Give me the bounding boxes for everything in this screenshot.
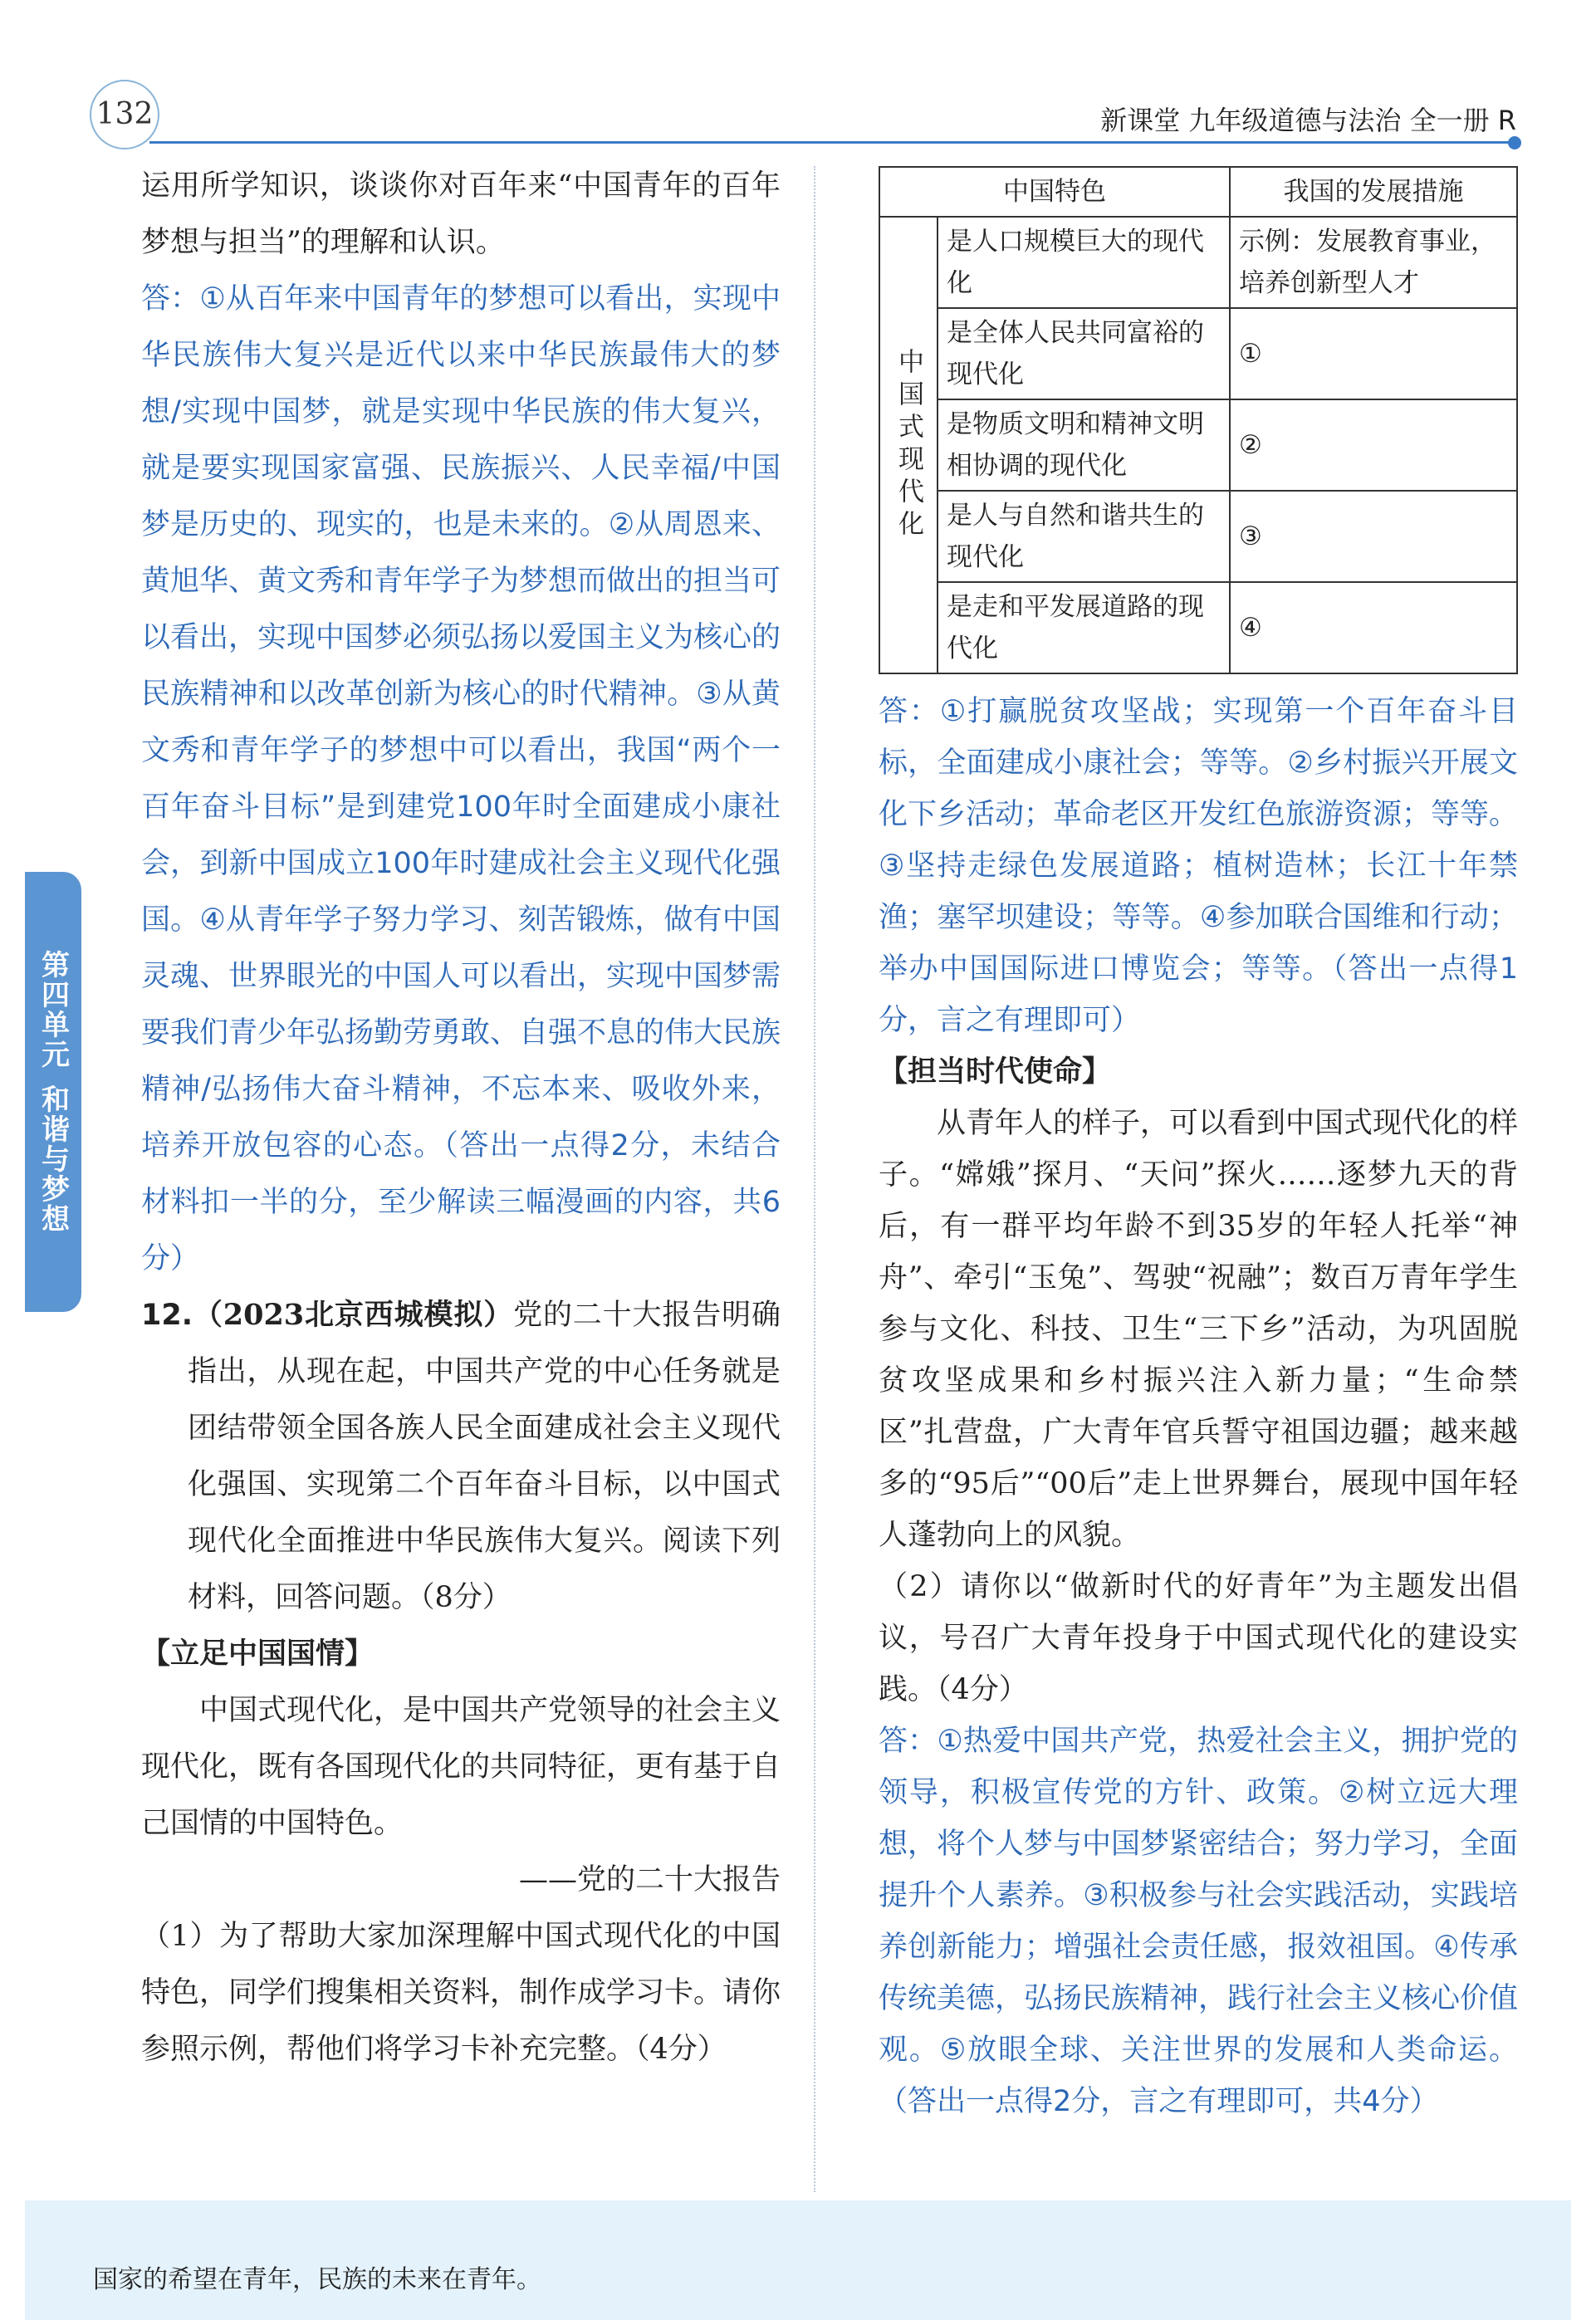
material-youth-mission: 从青年人的样子，可以看到中国式现代化的样子。“嫦娥”探月、“天问”探火……逐梦九天的背后，有一群平均年龄不到35岁的年轻人托举“神舟”、牵引“玉兔”、驾驶“祝融”；数百万青年学生参与文化、科技、卫生“三下乡”活动，为巩固脱贫攻坚成果和乡村振兴注入新力量；“生命禁区”扎营盘，广大青年官兵誓守祖国边疆；越来越多的“95后”“00后”走上世界舞台，展现中国年轻人蓬勃向上的风貌。	[879, 1107, 1519, 1552]
q11-question-tail: 运用所学知识，谈谈你对百年来“中国青年的百年梦想与担当”的理解和认识。	[141, 169, 781, 259]
header-rule	[149, 141, 1516, 144]
table-cell-measure: 示例：发展教育事业，培养创新型人才	[1230, 217, 1517, 308]
book-title: 新课堂 九年级道德与法治 全一册 R	[1100, 105, 1516, 136]
right-column	[879, 166, 1518, 2127]
table-row	[879, 308, 1517, 399]
table-header-row	[879, 167, 1517, 217]
left-column	[141, 158, 781, 2078]
footer-motto: 国家的希望在青年，民族的未来在青年。	[93, 2265, 541, 2294]
table-cell-feature: 是物质文明和精神文明相协调的现代化	[938, 399, 1230, 491]
material-national-conditions: 中国式现代化，是中国共产党领导的社会主义现代化，既有各国现代化的共同特征，更有基于自己国情的中国特色。	[141, 1694, 781, 1840]
q12-sub1-answer: 答：①打赢脱贫攻坚战；实现第一个百年奋斗目标，全面建成小康社会；等等。②乡村振兴开展文化下乡活动；革命老区开发红色旅游资源；等等。③坚持走绿色发展道路；植树造林；长江十年禁渔；塞罕坝建设；等等。④参加联合国维和行动；举办中国国际进口博览会；等等。（答出一点得1分，言之有理即可）	[879, 695, 1519, 1037]
section-title-national-conditions: 【立足中国国情】	[141, 1637, 375, 1671]
table-cell-feature: 是人与自然和谐共生的现代化	[938, 491, 1230, 582]
table-row	[879, 582, 1517, 673]
table-cell-feature: 是走和平发展道路的现代化	[938, 582, 1230, 673]
unit-side-tab	[25, 872, 81, 1312]
unit-theme: 和谐与梦想	[36, 1084, 70, 1234]
table-header-feature: 中国特色	[879, 167, 1230, 217]
table-cell-measure: ③	[1230, 491, 1517, 582]
table-cell-feature: 是人口规模巨大的现代化	[938, 217, 1230, 308]
table-row	[879, 399, 1517, 491]
table-row-group-label: 中国式现代化	[879, 217, 938, 673]
section-title-mission: 【担当时代使命】	[879, 1055, 1112, 1089]
q12-question	[141, 1287, 781, 1626]
q12-stem: 党的二十大报告明确指出，从现在起，中国共产党的中心任务就是团结带领全国各族人民全面建成社会主义现代化强国、实现第二个百年奋斗目标，以中国式现代化全面推进中华民族伟大复兴。阅读下列材料，回答问题。（8分）	[188, 1299, 781, 1614]
material-attribution: ——党的二十大报告	[518, 1863, 781, 1897]
table-header-measure: 我国的发展措施	[1230, 167, 1517, 217]
q12-sub2-answer: 答：①热爱中国共产党，热爱社会主义，拥护党的领导，积极宣传党的方针、政策。②树立远大理想，将个人梦与中国梦紧密结合；努力学习，全面提升个人素养。③积极参与社会实践活动，实践培养创新能力；增强社会责任感，报效祖国。④传承传统美德，弘扬民族精神，践行社会主义核心价值观。⑤放眼全球、关注世界的发展和人类命运。（答出一点得2分，言之有理即可，共4分）	[879, 1725, 1519, 2118]
q12-source: （2023北京西城模拟）	[193, 1298, 514, 1332]
table-row	[879, 217, 1517, 308]
unit-label: 第四单元	[36, 950, 70, 1069]
table-cell-measure: ④	[1230, 582, 1517, 673]
q12-number: 12.	[141, 1299, 193, 1332]
q12-sub2: （2）请你以“做新时代的好青年”为主题发出倡议，号召广大青年投身于中国式现代化的建设实践。（4分）	[879, 1570, 1518, 1706]
table-cell-measure: ①	[1230, 308, 1517, 399]
header-dot	[1508, 136, 1521, 149]
table-cell-measure: ②	[1230, 399, 1517, 491]
table-cell-feature: 是全体人民共同富裕的现代化	[938, 308, 1230, 399]
study-card-table	[879, 166, 1518, 674]
q11-answer: 答：①从百年来中国青年的梦想可以看出，实现中华民族伟大复兴是近代以来中华民族最伟大的梦想/实现中国梦，就是实现中华民族的伟大复兴，就是要实现国家富强、民族振兴、人民幸福/中国梦是历史的、现实的，也是未来的。②从周恩来、黄旭华、黄文秀和青年学子为梦想而做出的担当可以看出，实现中国梦必须弘扬以爱国主义为核心的民族精神和以改革创新为核心的时代精神。③从黄文秀和青年学子的梦想中可以看出，我国“两个一百年奋斗目标”是到建党100年时全面建成小康社会，到新中国成立100年时建成社会主义现代化强国。④从青年学子努力学习、刻苦锻炼，做有中国灵魂、世界眼光的中国人可以看出，实现中国梦需要我们青少年弘扬勤劳勇敢、自强不息的伟大民族精神/弘扬伟大奋斗精神，不忘本来、吸收外来，培养开放包容的心态。（答出一点得2分，未结合材料扣一半的分，至少解读三幅漫画的内容，共6分）	[141, 282, 781, 1275]
q12-sub1: （1）为了帮助大家加深理解中国式现代化的中国特色，同学们搜集相关资料，制作成学习卡。请你参照示例，帮他们将学习卡补充完整。（4分）	[141, 1920, 781, 2066]
table-row	[879, 491, 1517, 582]
page-number: 132	[90, 80, 159, 149]
column-divider	[814, 166, 815, 2192]
